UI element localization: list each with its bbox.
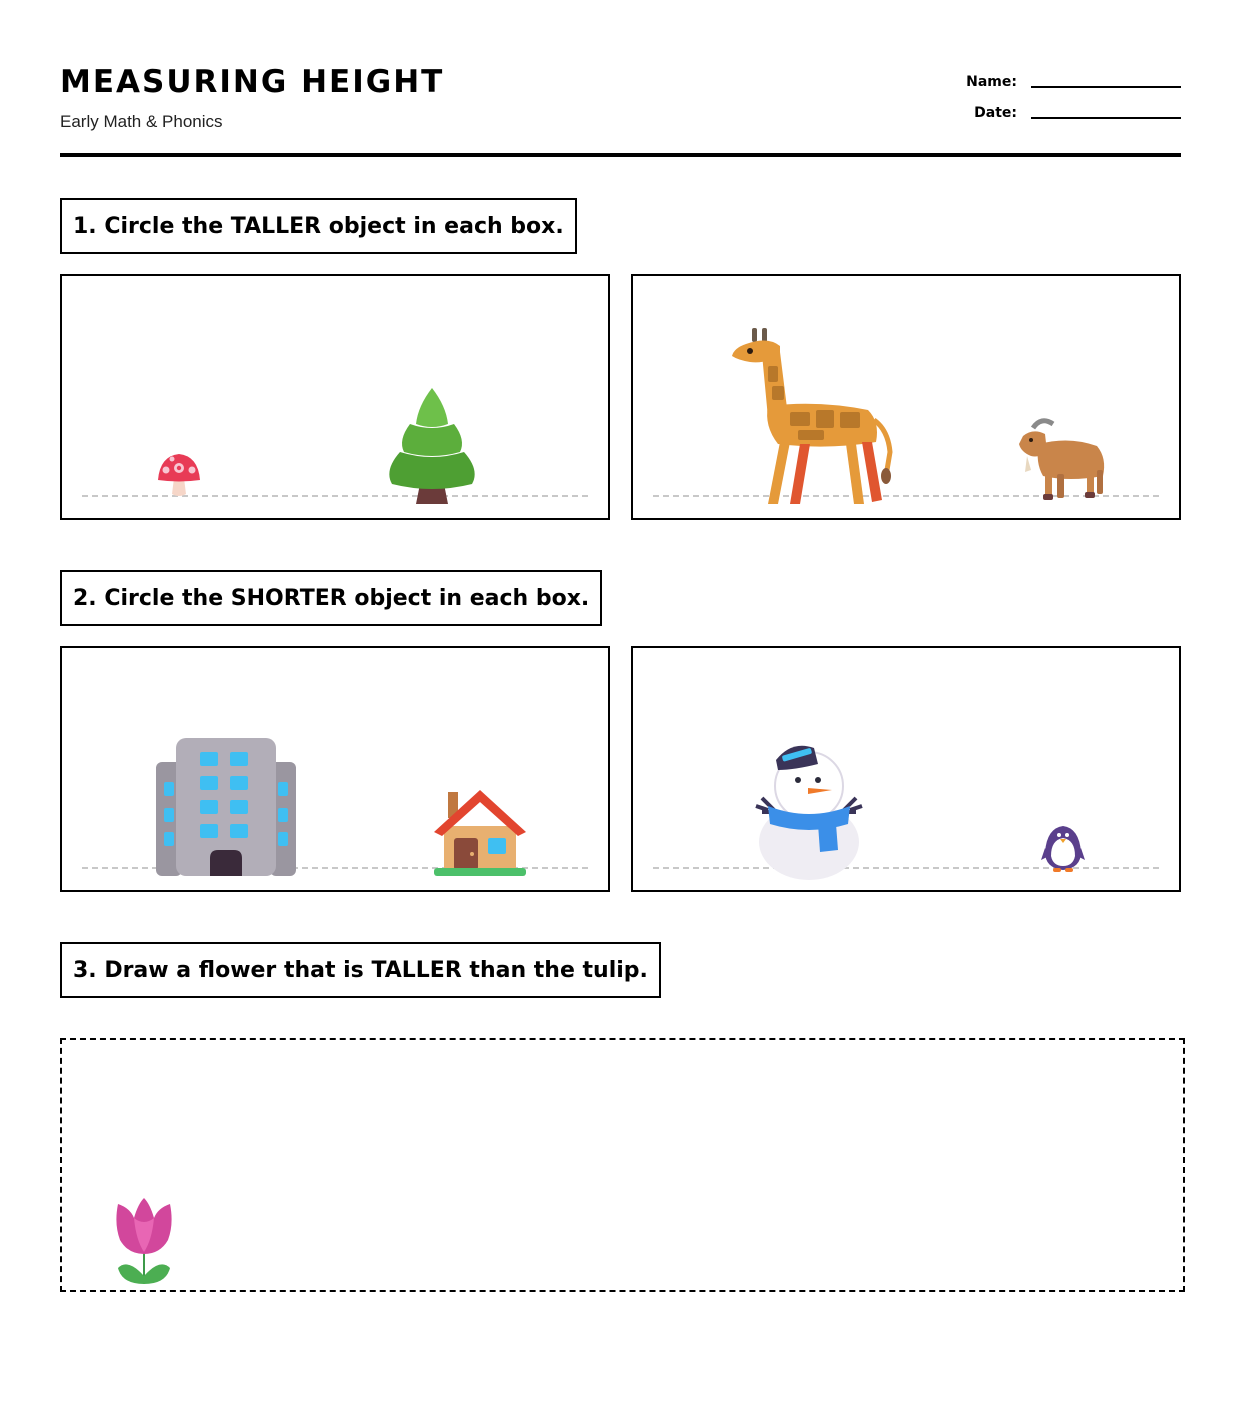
giraffe-icon[interactable] <box>728 326 898 508</box>
date-field[interactable] <box>951 105 1181 121</box>
question-2-box-1 <box>60 646 610 892</box>
name-label: Name: <box>966 74 1017 90</box>
mushroom-icon[interactable] <box>156 452 202 498</box>
snowman-icon[interactable] <box>748 740 870 880</box>
question-1-label: 1. Circle the TALLER object in each box. <box>60 198 577 254</box>
evergreen-tree-icon[interactable] <box>386 386 478 506</box>
question-2-label: 2. Circle the SHORTER object in each box. <box>60 570 602 626</box>
penguin-icon[interactable] <box>1041 824 1085 872</box>
header-divider <box>60 153 1181 157</box>
drawing-area[interactable] <box>60 1038 1185 1292</box>
name-line[interactable] <box>1031 86 1181 88</box>
tulip-icon <box>114 1196 174 1286</box>
question-2-box-2 <box>631 646 1181 892</box>
question-3-label: 3. Draw a flower that is TALLER than the tulip. <box>60 942 661 998</box>
question-1-box-2 <box>631 274 1181 520</box>
name-field[interactable] <box>951 74 1181 90</box>
house-icon[interactable] <box>434 788 526 876</box>
office-building-icon[interactable] <box>156 736 296 876</box>
worksheet-title: MEASURING HEIGHT <box>60 64 445 100</box>
date-label: Date: <box>974 105 1017 121</box>
goat-icon[interactable] <box>1019 418 1109 502</box>
question-1-box-1 <box>60 274 610 520</box>
date-line[interactable] <box>1031 117 1181 119</box>
worksheet-subtitle: Early Math & Phonics <box>60 112 223 131</box>
